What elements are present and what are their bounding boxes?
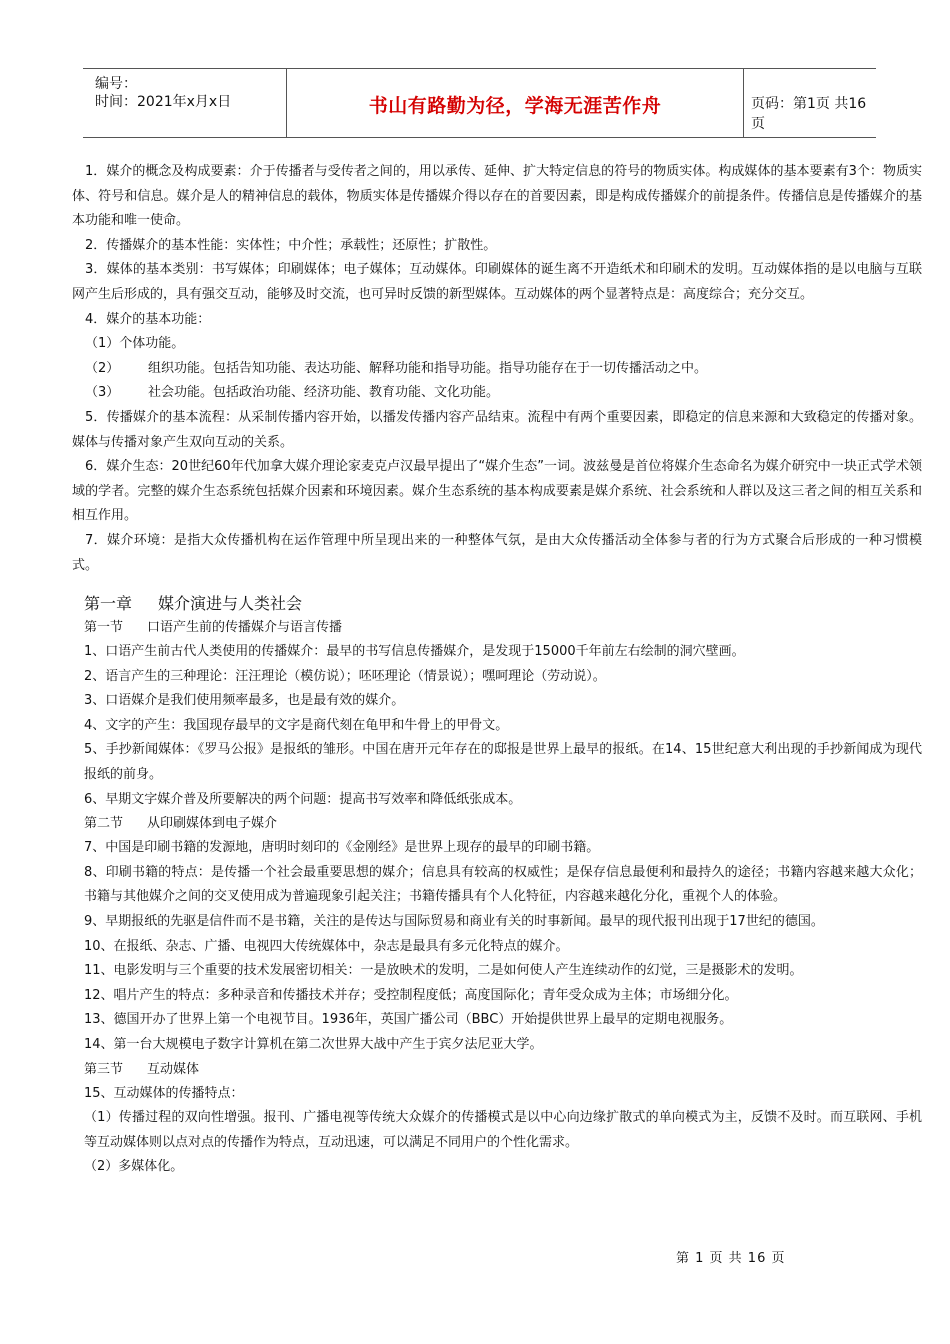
list-item: 10、在报纸、杂志、广播、电视四大传统媒体中，杂志是最具有多元化特点的媒介。 — [84, 938, 569, 954]
section-title: 互动媒体 — [147, 1061, 200, 1077]
paragraph: 1．媒介的概念及构成要素：介于传播者与受传者之间的，用以承传、延伸、扩大特定信息的符号的物质实体。构成媒体的基本要素有3个：物质实体、符号和信息。媒介是人的精神信息的载体，物质实体是传播媒介得以存在的首要因素，即是构成传播媒介的前提条件。传播信息是传播媒介的基本功能和唯一使命。 — [72, 164, 922, 229]
header-page-cell — [743, 69, 876, 137]
function-item — [72, 357, 922, 382]
date-label: 时间：2021年x月x日 — [95, 94, 232, 110]
list-item: （2）多媒体化。 — [84, 1159, 184, 1175]
chapter-heading — [84, 592, 922, 616]
section-heading — [84, 812, 922, 836]
page-footer: 第 1 页 共 16 页 — [676, 1251, 786, 1266]
section-number: 第三节 — [84, 1061, 124, 1077]
paragraph: 5．传播媒介的基本流程：从采制传播内容开始，以播发传播内容产品结束。流程中有两个重要因素，即稳定的信息来源和大致稳定的传播对象。媒体与传播对象产生双向互动的关系。 — [72, 409, 922, 450]
chapter-number: 第一章 — [84, 594, 133, 614]
list-item: （1）传播过程的双向性增强。报刊、广播电视等传统大众媒介的传播模式是以中心向边缘扩散式的单向模式为主，反馈不及时。而互联网、手机等互动媒体则以点对点的传播作为特点，互动迅速，可以满足不同用户的个性化需求。 — [84, 1110, 922, 1150]
function-number: （2） — [85, 360, 120, 376]
function-item — [72, 381, 922, 406]
list-item: 8、印刷书籍的特点：是传播一个社会最重要思想的媒介；信息具有较高的权威性；是保存信息最便利和最持久的途径；书籍内容越来越大众化；书籍与其他媒介之间的交叉使用成为普遍现象引起关注；书籍传播具有个人化特征，内容越来越化分化，重视个人的体验。 — [84, 864, 922, 905]
section-heading — [84, 616, 922, 640]
header-meta-cell — [83, 69, 286, 137]
paragraph: 7．媒介环境：是指大众传播机构在运作管理中所呈现出来的一种整体气氛，是由大众传播活动全体参与者的行为方式聚合后形成的一种习惯模式。 — [72, 532, 922, 573]
list-item: 9、早期报纸的先驱是信件而不是书籍，关注的是传达与国际贸易和商业有关的时事新闻。最早的现代报刊出现于17世纪的德国。 — [84, 914, 824, 930]
section-heading — [84, 1058, 922, 1082]
function-number: （1） — [85, 336, 120, 352]
list-item: 11、电影发明与三个重要的技术发展密切相关：一是放映术的发明，二是如何使人产生连续动作的幻觉，三是摄影术的发明。 — [84, 963, 803, 979]
section-number: 第一节 — [84, 620, 124, 636]
function-text: 组织功能。包括告知功能、表达功能、解释功能和指导功能。指导功能存在于一切传播活动之中。 — [148, 360, 708, 376]
list-item: 5、手抄新闻媒体：《罗马公报》是报纸的雏形。中国在唐开元年存在的邸报是世界上最早的报纸。在14、15世纪意大利出现的手抄新闻成为现代报纸的前身。 — [84, 742, 922, 783]
header-motto-cell — [286, 69, 744, 137]
list-item: 3、口语媒介是我们使用频率最多，也是最有效的媒介。 — [84, 693, 405, 709]
list-item: 15、互动媒体的传播特点： — [84, 1085, 244, 1101]
function-item — [72, 332, 922, 357]
list-item: 2、语言产生的三种理论：汪汪理论（模仿说）；呸呸理论（情景说）；嘿呵理论（劳动说）。 — [84, 668, 606, 684]
paragraph: 2．传播媒介的基本性能：实体性；中介性；承载性；还原性；扩散性。 — [85, 237, 497, 253]
document-header — [83, 68, 876, 138]
list-item: 1、口语产生前古代人类使用的传播媒介：最早的书写信息传播媒介，是发现于15000千年前左右绘制的洞穴壁画。 — [84, 644, 745, 660]
list-item: 4、文字的产生：我国现存最早的文字是商代刻在龟甲和牛骨上的甲骨文。 — [84, 717, 509, 733]
document-body — [72, 160, 922, 1180]
motto-text: 书山有路勤为径，学海无涯苦作舟 — [368, 95, 662, 117]
paragraph: 4．媒介的基本功能： — [85, 311, 211, 327]
page-number-label: 页码：第1页 共16页 — [751, 96, 867, 132]
section-title: 口语产生前的传播媒介与语言传播 — [147, 620, 343, 636]
list-item: 12、唱片产生的特点：多种录音和传播技术并存；受控制程度低；高度国际化；青年受众成为主体；市场细分化。 — [84, 987, 738, 1003]
function-number: （3） — [85, 385, 120, 401]
list-item: 7、中国是印刷书籍的发源地，唐明时刻印的《金刚经》是世界上现存的最早的印刷书籍。 — [84, 840, 600, 856]
function-text: 个体功能。 — [119, 336, 185, 352]
serial-number-label: 编号： — [95, 76, 137, 92]
paragraph: 6．媒介生态：20世纪60年代加拿大媒介理论家麦克卢汉最早提出了“媒介生态”一词。波兹曼是首位将媒介生态命名为媒介研究中一块正式学术领域的学者。完整的媒介生态系统包括媒介因素和环境因素。媒介生态系统的基本构成要素是媒介系统、社会系统和人群以及这三者之间的相互关系和相互作用。 — [72, 459, 922, 524]
section-number: 第二节 — [84, 816, 124, 832]
section-title: 从印刷媒体到电子媒介 — [147, 816, 278, 832]
paragraph: 3．媒体的基本类别：书写媒体；印刷媒体；电子媒体；互动媒体。印刷媒体的诞生离不开造纸术和印刷术的发明。互动媒体指的是以电脑与互联网产生后形成的，具有强交互动，能够及时交流，也可异时反馈的新型媒体。互动媒体的两个显著特点是：高度综合；充分交互。 — [72, 262, 922, 302]
chapter-title: 媒介演进与人类社会 — [158, 594, 303, 614]
list-item: 13、德国开办了世界上第一个电视节目。1936年，英国广播公司（BBC）开始提供世界上最早的定期电视服务。 — [84, 1012, 733, 1028]
list-item: 6、早期文字媒介普及所要解决的两个问题：提高书写效率和降低纸张成本。 — [84, 791, 522, 807]
function-text: 社会功能。包括政治功能、经济功能、教育功能、文化功能。 — [148, 385, 500, 401]
list-item: 14、第一台大规模电子数字计算机在第二次世界大战中产生于宾夕法尼亚大学。 — [84, 1037, 543, 1052]
